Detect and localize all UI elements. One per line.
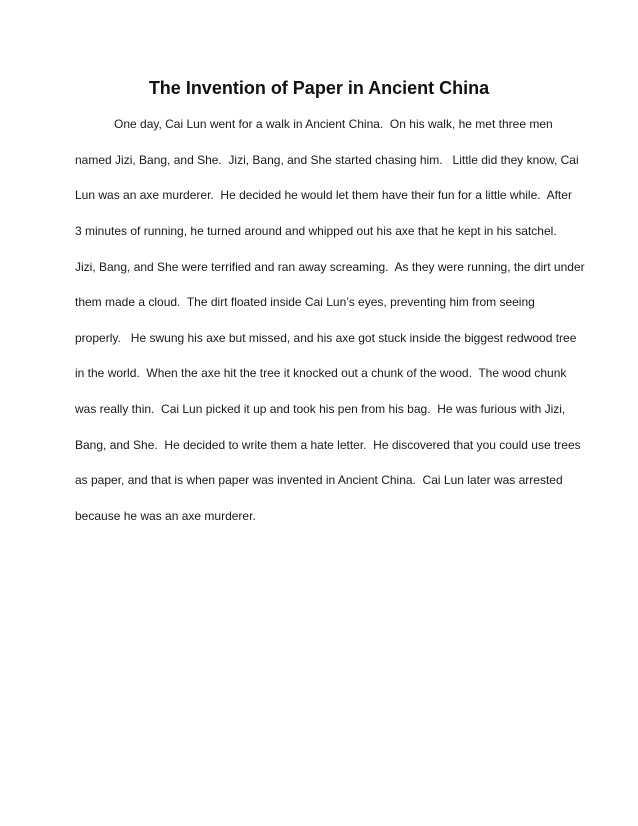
paragraph-line-1: One day, Cai Lun went for a walk in Ancient China. On his walk, he met three men	[114, 117, 553, 131]
paragraph-line-12: because he was an axe murderer.	[75, 509, 256, 523]
paragraph-line-7: properly. He swung his axe but missed, and his axe got stuck inside the biggest redwood tree	[75, 331, 577, 345]
paragraph-line-4: 3 minutes of running, he turned around and whipped out his axe that he kept in his satchel.	[75, 224, 557, 238]
paragraph-line-9: was really thin. Cai Lun picked it up and took his pen from his bag. He was furious with Jizi,	[75, 402, 566, 416]
paragraph-line-3: Lun was an axe murderer. He decided he would let them have their fun for a little while. After	[75, 188, 572, 202]
paragraph-line-8: in the world. When the axe hit the tree it knocked out a chunk of the wood. The wood chunk	[75, 366, 567, 380]
paragraph-line-10: Bang, and She. He decided to write them a hate letter. He discovered that you could use trees	[75, 438, 581, 452]
paragraph-line-11: as paper, and that is when paper was invented in Ancient China. Cai Lun later was arrested	[75, 473, 563, 487]
paragraph-line-2: named Jizi, Bang, and She. Jizi, Bang, and She started chasing him. Little did they know, Cai	[75, 153, 579, 167]
paragraph-line-6: them made a cloud. The dirt floated inside Cai Lun’s eyes, preventing him from seeing	[75, 295, 535, 309]
document-title: The Invention of Paper in Ancient China	[148, 78, 490, 98]
paragraph-line-5: Jizi, Bang, and She were terrified and ran away screaming. As they were running, the dirt under	[75, 260, 585, 274]
